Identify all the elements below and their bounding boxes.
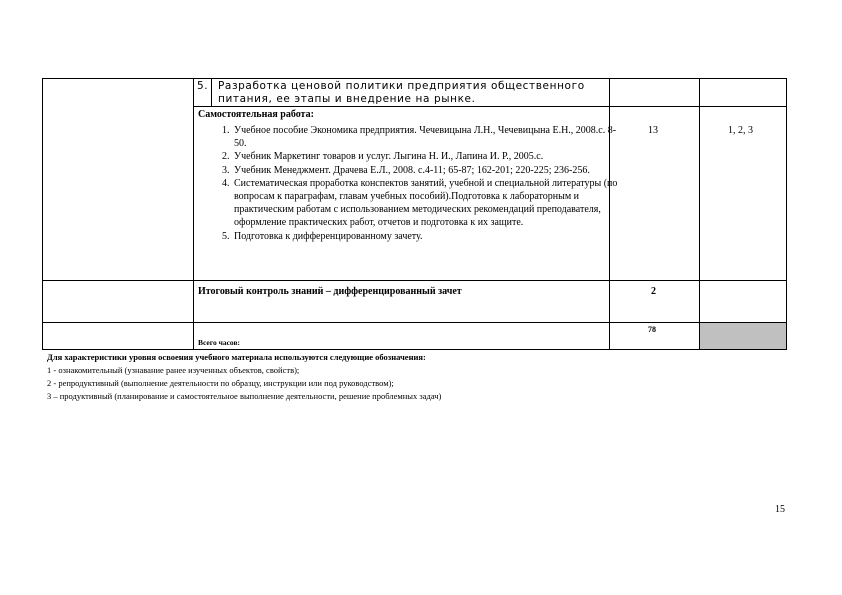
table-border-right — [786, 78, 787, 350]
hours-value: 2 — [651, 286, 656, 297]
topic-title-line2: питания, ее этапы и внедрение на рынке. — [218, 93, 476, 105]
topic-title-line1: Разработка ценовой политики предприятия общественного — [218, 80, 585, 92]
list-item: 3. Учебник Менеджмент. Драчева Е.Л., 2008. с.4-11; 65-87; 162-201; 220-225; 236-256. — [232, 164, 624, 177]
table-border-top — [42, 78, 786, 79]
hours-value: 13 — [648, 125, 658, 136]
independent-work-heading: Самостоятельная работа: — [198, 109, 314, 120]
row-divider — [42, 280, 786, 281]
row-number: 5. — [197, 80, 209, 92]
row-divider — [42, 322, 786, 323]
column-divider — [193, 78, 194, 350]
page-number: 15 — [775, 504, 785, 515]
shaded-cell — [700, 323, 786, 349]
list-item: 1. Учебное пособие Экономика предприятия. Чечевицына Л.Н., Чечевицына Е.Н., 2008.с. 8-50. — [232, 124, 624, 150]
total-hours-value: 78 — [648, 325, 656, 334]
legend-item: 3 – продуктивный (планирование и самостоятельное выполнение деятельности, решение проблемных задач) — [47, 391, 442, 401]
legend-heading: Для характеристики уровня освоения учебного материала используются следующие обозначения: — [47, 352, 426, 362]
table-border-bottom — [42, 349, 786, 350]
level-value: 1, 2, 3 — [728, 125, 753, 136]
column-divider — [211, 78, 212, 107]
table-border-left — [42, 78, 43, 350]
legend-item: 1 - ознакомительный (узнавание ранее изученных объектов, свойств); — [47, 365, 300, 375]
legend-item: 2 - репродуктивный (выполнение деятельности по образцу, инструкции или под руководством); — [47, 378, 394, 388]
column-divider — [699, 78, 700, 350]
list-item: 4. Систематическая проработка конспектов занятий, учебной и специальной литературы (по вопросам к параграфам, главам учебных пособий).Подготовка к лабораторным и практическим работам с использованием методических рекомендаций преподавателя, оформление практических работ, отчетов и подготовка к их защите. — [232, 177, 624, 230]
list-item: 5. Подготовка к дифференцированному зачету. — [232, 230, 624, 243]
total-hours-label: Всего часов: — [198, 338, 241, 347]
list-item: 2. Учебник Маркетинг товаров и услуг. Лыгина Н. И., Лапина И. Р., 2005.с. — [232, 150, 624, 163]
legend-notes — [47, 351, 441, 403]
row-divider — [193, 106, 786, 107]
independent-work-list — [212, 124, 624, 243]
final-control-label: Итоговый контроль знаний – дифференцированный зачет — [198, 286, 462, 297]
